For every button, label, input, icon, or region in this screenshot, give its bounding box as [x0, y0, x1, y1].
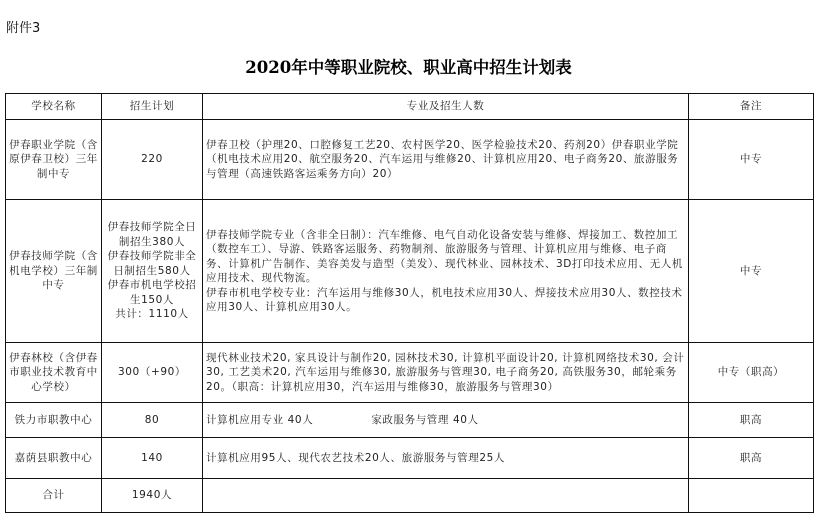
attachment-label: 附件3	[6, 21, 41, 36]
plan-cell: 300（+90）	[102, 343, 203, 403]
note-cell: 中专	[689, 120, 814, 200]
note-cell: 职高	[689, 403, 814, 438]
plan-cell	[102, 200, 203, 343]
majors-cell	[203, 343, 689, 403]
table-row	[6, 403, 814, 438]
page-title: 2020年中等职业院校、职业高中招生计划表	[245, 58, 572, 77]
note-cell: 中专（职高）	[689, 343, 814, 403]
total-note-cell	[689, 479, 814, 513]
note-cell: 中专	[689, 200, 814, 343]
majors-text: 家政服务与管理 40人	[371, 413, 479, 426]
majors-cell	[203, 403, 689, 438]
table-row	[6, 200, 814, 343]
header-school-name: 学校名称	[6, 94, 102, 120]
total-row	[6, 479, 814, 513]
note-cell: 职高	[689, 438, 814, 479]
majors-cell	[203, 200, 689, 343]
table-header-row	[6, 94, 814, 120]
plan-line: 伊春市机电学校招生150人	[107, 279, 197, 306]
plan-total-line: 共计：1110人	[115, 308, 189, 321]
total-label-cell: 合计	[6, 479, 102, 513]
plan-cell: 140	[102, 438, 203, 479]
school-name-cell: 铁力市职教中心	[6, 403, 102, 438]
majors-text: 伊春市机电学校专业：汽车运用与维修30人，机电技术应用30人、焊接技术应用30人、数控技术应用30人、计算机应用30人。	[206, 286, 683, 313]
school-name-cell: 伊春林校（含伊春市职业技术教育中心学校）	[6, 343, 102, 403]
plan-cell: 220	[102, 120, 203, 200]
majors-text: 计算机应用95人、现代农艺技术20人、旅游服务与管理25人	[206, 451, 505, 464]
total-majors-cell	[203, 479, 689, 513]
table-row	[6, 438, 814, 479]
total-plan-cell: 1940人	[102, 479, 203, 513]
majors-text: 伊春技师学院专业（含非全日制）：汽车维修、电气自动化设备安装与维修、焊接加工、数控加工（数控车工）、导游、铁路客运服务、药物制剂、旅游服务与管理、计算机应用与维修、电子商务、计算机广告制作、美容美发与造型（美发）、现代林业、园林技术、3D打印技术应用、无人机应用技术、现代物流。	[206, 228, 683, 284]
school-name-cell: 伊春职业学院（含原伊春卫校）三年制中专	[6, 120, 102, 200]
plan-cell: 80	[102, 403, 203, 438]
header-note: 备注	[689, 94, 814, 120]
school-name-cell: 嘉荫县职教中心	[6, 438, 102, 479]
majors-text: 现代林业技术20, 家具设计与制作20, 园林技术30, 计算机平面设计20, 计算机网络技术30, 会计30, 工艺美术20, 汽车运用与维修30, 旅游服务与管理30, 电子商务20, 高铁服务30，邮轮乘务20。（职高：计算机应用30，汽车运用与维修30，旅游服务与管理30）	[206, 351, 685, 393]
plan-line: 伊春技师学院非全日制招生580人	[107, 250, 197, 277]
table-row	[6, 343, 814, 403]
plan-line: 伊春技师学院全日制招生380人	[107, 221, 197, 248]
header-enrollment-plan: 招生计划	[102, 94, 203, 120]
majors-cell	[203, 438, 689, 479]
header-majors: 专业及招生人数	[203, 94, 689, 120]
school-name-cell: 伊春技师学院（含机电学校）三年制中专	[6, 200, 102, 343]
majors-text: 伊春卫校（护理20、口腔修复工艺20、农村医学20、医学检验技术20、药剂20）伊春职业学院（机电技术应用20、航空服务20、汽车运用与维修20、计算机应用20、电子商务20、旅游服务与管理（高速铁路客运乘务方向）20）	[206, 138, 679, 180]
table-row	[6, 120, 814, 200]
enrollment-plan-table	[5, 93, 814, 513]
majors-text: 计算机应用专业 40人	[206, 413, 314, 426]
majors-cell	[203, 120, 689, 200]
